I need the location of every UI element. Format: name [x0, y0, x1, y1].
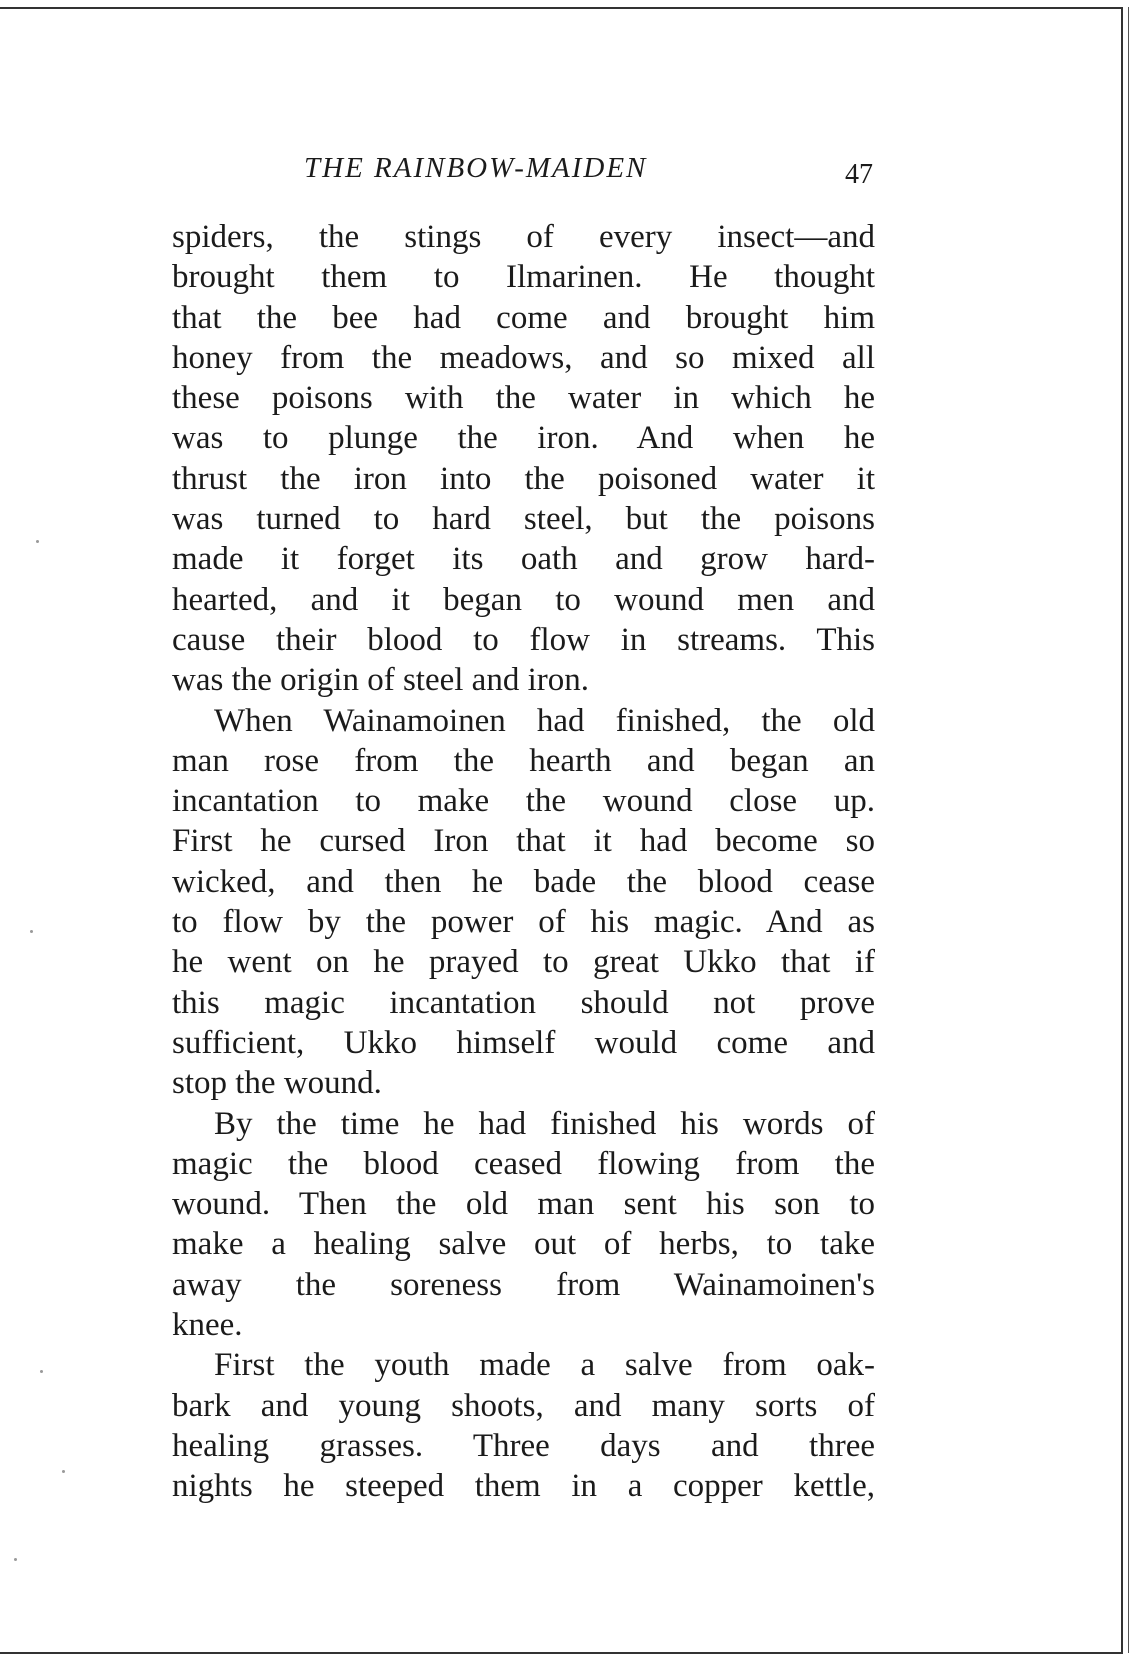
page-number: 47: [845, 159, 873, 190]
text-line: wound. Then the old man sent his son to: [172, 1186, 875, 1223]
text-line: away the soreness from Wainamoinen's: [172, 1266, 875, 1303]
text-line: magic the blood ceased flowing from the: [172, 1145, 875, 1182]
text-line: thrust the iron into the poisoned water it: [172, 460, 875, 497]
text-line: he went on he prayed to great Ukko that if: [172, 944, 875, 981]
text-line: man rose from the hearth and began an: [172, 742, 875, 779]
text-line: healing grasses. Three days and three: [172, 1427, 875, 1464]
text-line: was turned to hard steel, but the poisons: [172, 501, 875, 538]
scan-speck: [36, 540, 39, 543]
text-line: was to plunge the iron. And when he: [172, 420, 875, 457]
scan-speck: [30, 930, 33, 933]
bottom-border-rule: [0, 1652, 1123, 1654]
text-line: honey from the meadows, and so mixed all: [172, 339, 875, 376]
top-border-rule: [0, 7, 1122, 9]
text-line: these poisons with the water in which he: [172, 380, 875, 417]
text-line: to flow by the power of his magic. And as: [172, 904, 875, 941]
text-line: wicked, and then he bade the blood cease: [172, 863, 875, 900]
text-line: that the bee had come and brought him: [172, 299, 875, 336]
text-line: brought them to Ilmarinen. He thought: [172, 259, 875, 296]
text-line: make a healing salve out of herbs, to take: [172, 1226, 875, 1263]
text-line: By the time he had finished his words of: [214, 1105, 875, 1142]
text-line: nights he steeped them in a copper kettle,: [172, 1468, 875, 1505]
text-line: was the origin of steel and iron.: [172, 662, 589, 699]
text-line: First he cursed Iron that it had become so: [172, 823, 875, 860]
body-text: [172, 217, 875, 1507]
text-line: sufficient, Ukko himself would come and: [172, 1024, 875, 1061]
text-line: incantation to make the wound close up.: [172, 783, 875, 820]
text-line: spiders, the stings of every insect—and: [172, 219, 875, 255]
text-line: bark and young shoots, and many sorts of: [172, 1387, 875, 1424]
scan-speck: [40, 1370, 43, 1373]
scan-speck: [14, 1558, 17, 1561]
text-line: First the youth made a salve from oak-: [214, 1347, 875, 1384]
text-line: stop the wound.: [172, 1065, 382, 1102]
text-line: cause their blood to flow in streams. This: [172, 621, 875, 658]
running-head: THE RAINBOW-MAIDEN: [304, 152, 648, 184]
text-line: this magic incantation should not prove: [172, 984, 875, 1021]
right-border-rule: [1121, 7, 1123, 1653]
text-line: knee.: [172, 1307, 243, 1344]
text-line: When Wainamoinen had finished, the old: [214, 702, 875, 739]
text-line: hearted, and it began to wound men and: [172, 581, 875, 618]
right-border-rule-inner: [1128, 7, 1129, 1653]
scan-speck: [62, 1470, 65, 1473]
text-line: made it forget its oath and grow hard-: [172, 541, 875, 578]
